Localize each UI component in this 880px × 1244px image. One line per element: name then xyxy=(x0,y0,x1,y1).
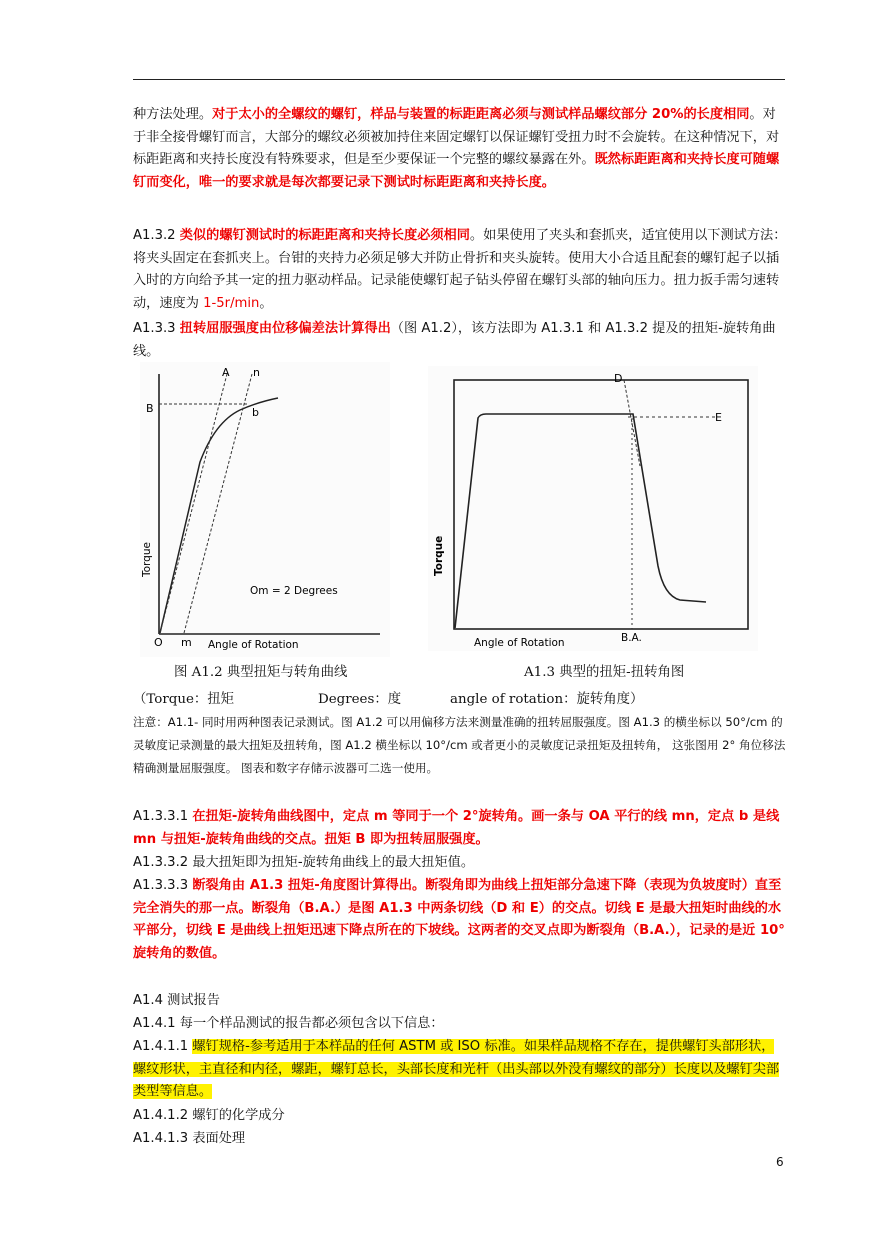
red-text: 类似的螺钉测试时的标距距离和夹持长度必须相同 xyxy=(179,228,470,243)
section-heading-a1-4: A1.4 测试报告 xyxy=(133,993,220,1008)
clause-number: A1.3.2 xyxy=(133,228,180,243)
label-n: n xyxy=(253,366,260,379)
red-text: 在扭矩-旋转角曲线图中，定点 m 等同于一个 2°旋转角。画一条与 OA 平行的线 mn，定点 b 是线 mn 与扭矩-旋转角曲线的交点。扭矩 B 即为扭转屈服强度。 xyxy=(133,809,780,847)
clause-number: A1.3.3 xyxy=(133,321,180,336)
header-rule xyxy=(133,79,785,80)
text: 。 xyxy=(259,295,273,311)
paragraph-a1-3-3-3 xyxy=(133,875,787,965)
red-text: 既然标距距离和夹持长度可随螺钉而变化，唯一的要求就是每次都要记录下测试时标距距离和夹持长度。 xyxy=(133,152,780,190)
text: 。如果使用了夹头和套抓夹，适宜使用以下测试方法：将夹头固定在套抓夹上。台钳的夹持力必须足够大并防止骨折和夹头旋转。使用大小合适且配套的螺钉起子以插入时的方向给予其一定的扭力驱动样品。记录能使螺钉起子钻头停留在螺钉头部的轴向压力。扭力扳手需匀速转动，速度为 xyxy=(133,228,787,311)
legend-torque: （Torque：扭矩 xyxy=(133,692,235,707)
red-text: 对于太小的全螺纹的螺钉，样品与装置的标距距离必须与测试样品螺纹部分 20%的长度相同 xyxy=(212,107,750,122)
figure-torque-rotation-offset xyxy=(140,362,390,657)
label-b-upper: B xyxy=(146,402,154,415)
paragraph-a1-3-3 xyxy=(133,318,787,363)
y-axis-label: Torque xyxy=(433,535,445,576)
text: 种方法处理。 xyxy=(133,107,213,122)
text: （图 A1.2），该方法即为 A1.3.1 和 A1.3.2 提及的扭矩-旋转角曲线。 xyxy=(133,321,776,359)
figure-torque-breaking-angle xyxy=(428,366,758,651)
x-axis-label: Angle of Rotation xyxy=(474,637,565,649)
highlighted-text: 螺钉规格-参考适用于本样品的任何 ASTM 或 ISO 标准。如果样品规格不存在，提供螺钉头部形状，螺纹形状，主直径和内径，螺距，螺钉总长，头部长度和光杆（出头部以外没有螺纹的部分）长度以及螺钉尖部类型等信息。 xyxy=(133,1039,780,1100)
red-text: 扭转屈服强度由位移偏差法计算得出 xyxy=(179,321,391,336)
label-ba: B.A. xyxy=(621,632,642,644)
text: 。对于非全接骨螺钉而言，大部分的螺纹必须被加持住来固定螺钉以保证螺钉受扭力时不会旋转。在这种情况下，对标距距离和夹持长度没有特殊要求，但是至少要保证一个完整的螺纹暴露在外。 xyxy=(133,107,780,168)
clause-a1-4-1-2: A1.4.1.2 螺钉的化学成分 xyxy=(133,1108,285,1123)
paragraph-a1-3-3-2: A1.3.3.2 最大扭矩即为扭矩-旋转角曲线上的最大扭矩值。 xyxy=(133,855,475,870)
label-m: m xyxy=(181,636,192,649)
paragraph-a1-3-3-1 xyxy=(133,806,787,851)
x-axis-label: Angle of Rotation xyxy=(208,639,299,651)
clause-a1-4-1-3: A1.4.1.3 表面处理 xyxy=(133,1131,246,1146)
clause-number: A1.4.1.1 xyxy=(133,1039,193,1054)
speed-value: 1-5r/min xyxy=(203,295,260,311)
legend-degrees: Degrees：度 xyxy=(318,692,402,707)
clause-a1-4-1: A1.4.1 每一个样品测试的报告都必须包含以下信息： xyxy=(133,1016,444,1031)
label-d: D xyxy=(614,372,623,385)
caption-figure-a1-3: A1.3 典型的扭矩-扭转角图 xyxy=(524,665,685,680)
clause-number: A1.3.3.1 xyxy=(133,809,193,824)
offset-note: Om = 2 Degrees xyxy=(250,585,338,597)
label-o: O xyxy=(154,636,163,649)
paragraph-1 xyxy=(133,104,787,194)
label-b-lower: b xyxy=(252,406,259,419)
legend-angle: angle of rotation：旋转角度） xyxy=(450,692,644,707)
clause-number: A1.3.3.3 xyxy=(133,878,193,893)
label-a: A xyxy=(222,366,230,379)
paragraph-a1-3-2 xyxy=(133,225,787,315)
clause-a1-4-1-1 xyxy=(133,1036,787,1104)
note-paragraph: 注意：A1.1- 同时用两种图表记录测试。图 A1.2 可以用偏移方法来测量准确的扭转屈服强度。图 A1.3 的横坐标以 50°/cm 的灵敏度记录测量的最大扭矩及扭转角，图 A1.2 横坐标以 10°/cm 或者更小的灵敏度记录扭矩及扭转角， 这张图用 2° 角位移法精确测量屈服强度。 图表和数字存储示波器可二选一使用。 xyxy=(133,715,786,775)
page-number: 6 xyxy=(776,1155,784,1169)
red-text: 断裂角由 A1.3 扭矩-角度图计算得出。断裂角即为曲线上扭矩部分急速下降（表现为负坡度时）直至完全消失的那一点。断裂角（B.A.）是图 A1.3 中两条切线（D 和 E）的交点。切线 E 是最大扭矩时曲线的水平部分，切线 E 是曲线上扭矩迅速下降点所在的下坡线。这两者的交叉点即为断裂角（B.A.），记录的是近 10°旋转角的数值。 xyxy=(133,878,785,961)
y-axis-label: Torque xyxy=(141,542,153,577)
label-e: E xyxy=(715,411,722,424)
caption-figure-a1-2: 图 A1.2 典型扭矩与转角曲线 xyxy=(174,665,348,680)
